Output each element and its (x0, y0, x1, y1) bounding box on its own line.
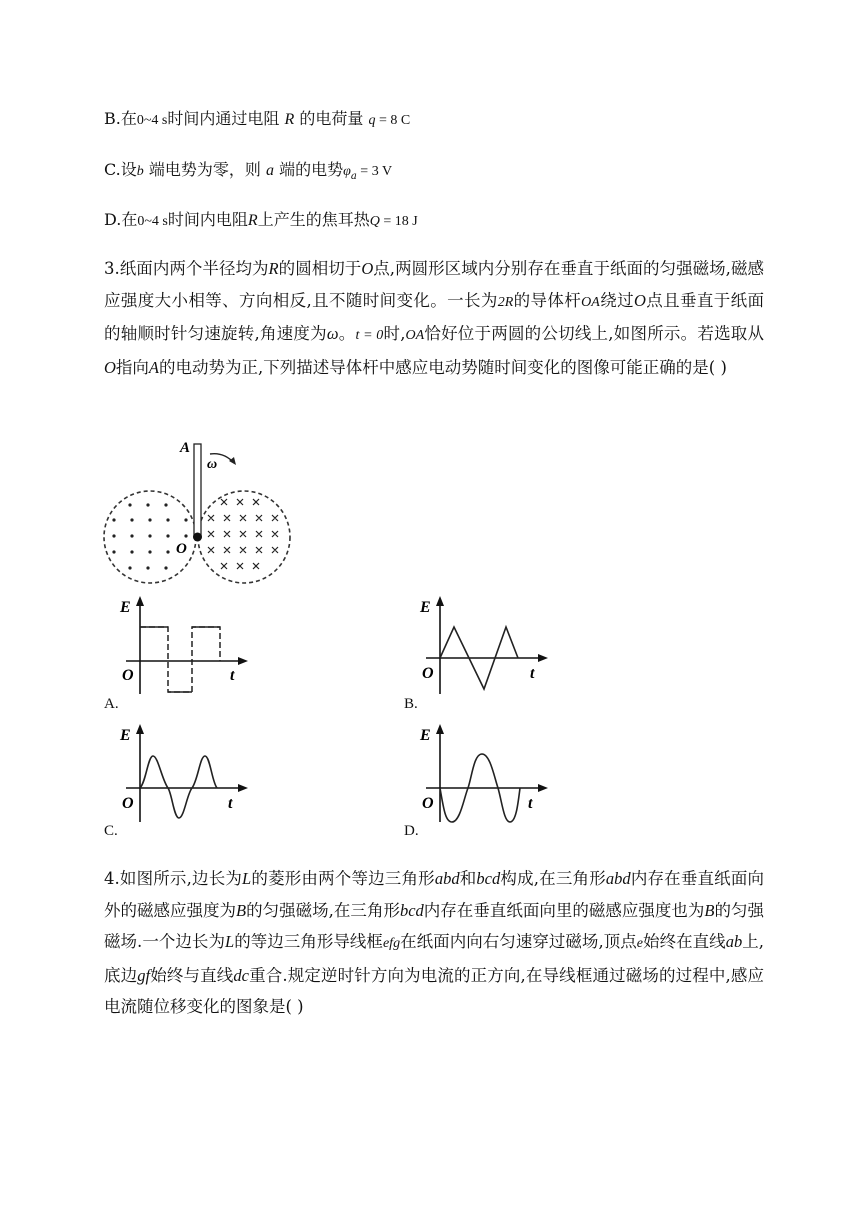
option-b-range: 0~4 s (136, 113, 168, 128)
q4-text-8: 的匀强磁场.一个边长为 (104, 900, 765, 951)
q4-b-1: B (236, 900, 247, 920)
q3-oa-1: OA (581, 294, 600, 310)
q4-e: e (636, 936, 644, 951)
q4-text-14: 重合.规定逆时针方向为电流的正方向,在导线框通过磁场的过程中,感应电流随位移变化的图象是( ) (104, 965, 764, 1016)
q4-text-9: 的等边三角形导线框 (234, 932, 383, 951)
label-o: O (176, 541, 187, 557)
option-c-text2: 端的电势 (279, 160, 344, 179)
graph-c (116, 722, 256, 827)
q4-bcd-2: bcd (399, 900, 424, 920)
q4-text-3: 和 (459, 869, 477, 888)
q3-length: 2R (497, 294, 514, 310)
q3-oa-2: OA (405, 328, 425, 343)
graph-d-origin: O (422, 795, 434, 812)
option-c-value: = 3 V (356, 164, 393, 179)
graph-a-origin: O (122, 667, 134, 684)
graph-c-t-label: t (228, 795, 233, 812)
q3-text-10: 指向 (115, 357, 149, 377)
option-b-prefix: B.在 (104, 109, 137, 128)
q3-o-3: O (104, 357, 116, 377)
q3-text-11: 的电动势为正,下列描述导体杆中感应电动势随时间变化的图像可能正确的是( ) (159, 357, 727, 377)
q3-a: A (148, 357, 160, 377)
option-b-line (104, 106, 410, 129)
q4-text-12: 上,底边 (104, 932, 765, 985)
q3-omega: ω (326, 324, 339, 343)
rod-oa (194, 444, 201, 537)
graph-c-e-label: E (120, 727, 131, 744)
option-d-q: Q (369, 214, 380, 229)
label-omega: ω (207, 457, 218, 472)
q3-o-1: O (361, 259, 374, 278)
q3-text-6: 点且垂直于纸面的轴顺时针匀速旋转,角速度为 (104, 290, 765, 343)
option-c-line (104, 157, 392, 180)
option-d-text2: 上产生的焦耳热 (257, 210, 370, 229)
option-d-text1: 时间内电阻 (167, 210, 248, 229)
q4-text-11: 始终在直线 (643, 932, 726, 951)
option-d-prefix: D.在 (104, 210, 138, 229)
label-a: A (180, 440, 191, 456)
q4-l-1: L (242, 869, 252, 888)
option-c-phi: φ (343, 164, 351, 179)
graph-b-origin: O (422, 665, 434, 682)
q3-text-9: 恰好位于两圆的公切线上,如图所示。若选取从 (424, 324, 765, 343)
option-b-label[interactable]: B. (404, 696, 418, 712)
question-3-text (104, 253, 764, 383)
q3-text-4: 的导体杆 (513, 290, 582, 310)
option-d-r: R (247, 212, 258, 229)
q4-text-2: 的菱形由两个等边三角形 (251, 869, 435, 888)
graph-a-t-label: t (230, 667, 235, 684)
q3-text-5: 绕过 (599, 290, 634, 310)
q4-l-2: L (224, 932, 235, 951)
graph-a (116, 594, 256, 699)
pivot-point (193, 533, 202, 542)
q4-text-7: 内存在垂直纸面向里的磁感应强度也为 (423, 900, 705, 920)
q3-o-2: O (633, 290, 646, 310)
option-b-text1: 时间内通过电阻 (167, 109, 280, 128)
q4-bcd-1: bcd (476, 869, 501, 888)
q4-text-1: 4.如图所示,边长为 (104, 869, 243, 888)
option-b-value: = 8 C (375, 113, 411, 128)
option-c-phi-sub: a (350, 171, 357, 182)
q4-text-10: 在纸面内向右匀速穿过磁场,顶点 (400, 932, 637, 951)
rotating-rod-figure (100, 432, 300, 590)
graph-d-e-label: E (420, 727, 431, 744)
graph-d-t-label: t (528, 795, 533, 812)
q4-text-13: 始终与直线 (150, 965, 234, 985)
q4-ab: ab (725, 932, 743, 951)
q4-efg: efg (382, 936, 401, 951)
option-c-b: b (136, 164, 144, 179)
q4-text-6: 的匀强磁场,在三角形 (246, 900, 400, 920)
graph-b-t-label: t (530, 665, 535, 682)
q4-abd-1: abd (434, 869, 460, 888)
question-4-text (104, 863, 764, 1023)
q3-text-1: 3.纸面内两个半径均为 (104, 259, 269, 278)
option-d-label[interactable]: D. (404, 823, 419, 839)
option-c-text1: 端电势为零，则 (148, 160, 261, 179)
q3-text-8: 时, (383, 324, 406, 343)
q3-text-2: 的圆相切于 (278, 259, 362, 278)
q4-gf: gf (137, 965, 151, 985)
q4-dc: dc (233, 965, 249, 985)
option-a-label[interactable]: A. (104, 696, 119, 712)
graph-b (416, 594, 556, 699)
q4-b-2: B (704, 900, 715, 920)
q3-r: R (268, 259, 279, 278)
q3-t0: t = 0 (355, 328, 384, 343)
option-b-q: q (368, 113, 376, 128)
q3-text-7: 。 (338, 324, 356, 343)
graph-c-origin: O (122, 795, 134, 812)
option-d-line (104, 207, 418, 230)
option-b-r: R (284, 111, 295, 128)
option-c-prefix: C.设 (104, 160, 137, 179)
right-circle-field (198, 491, 290, 583)
q4-abd-2: abd (605, 869, 631, 888)
left-circle-field (104, 491, 196, 583)
option-d-value: = 18 J (379, 214, 418, 229)
graph-a-e-label: E (120, 599, 131, 616)
option-b-text2: 的电荷量 (299, 109, 364, 128)
graph-d (416, 722, 556, 827)
option-c-a: a (265, 162, 274, 179)
option-c-label[interactable]: C. (104, 823, 118, 839)
option-d-range: 0~4 s (137, 214, 168, 229)
q3-text-3: 点,两圆形区域内分别存在垂直于纸面的匀强磁场,磁感应强度大小相等、方向相反,且不随时间变化。一长为 (104, 259, 764, 310)
q4-text-5: 内存在垂直纸面向外的磁感应强度为 (104, 869, 765, 920)
graph-b-e-label: E (420, 599, 431, 616)
q4-text-4: 构成,在三角形 (500, 869, 606, 888)
